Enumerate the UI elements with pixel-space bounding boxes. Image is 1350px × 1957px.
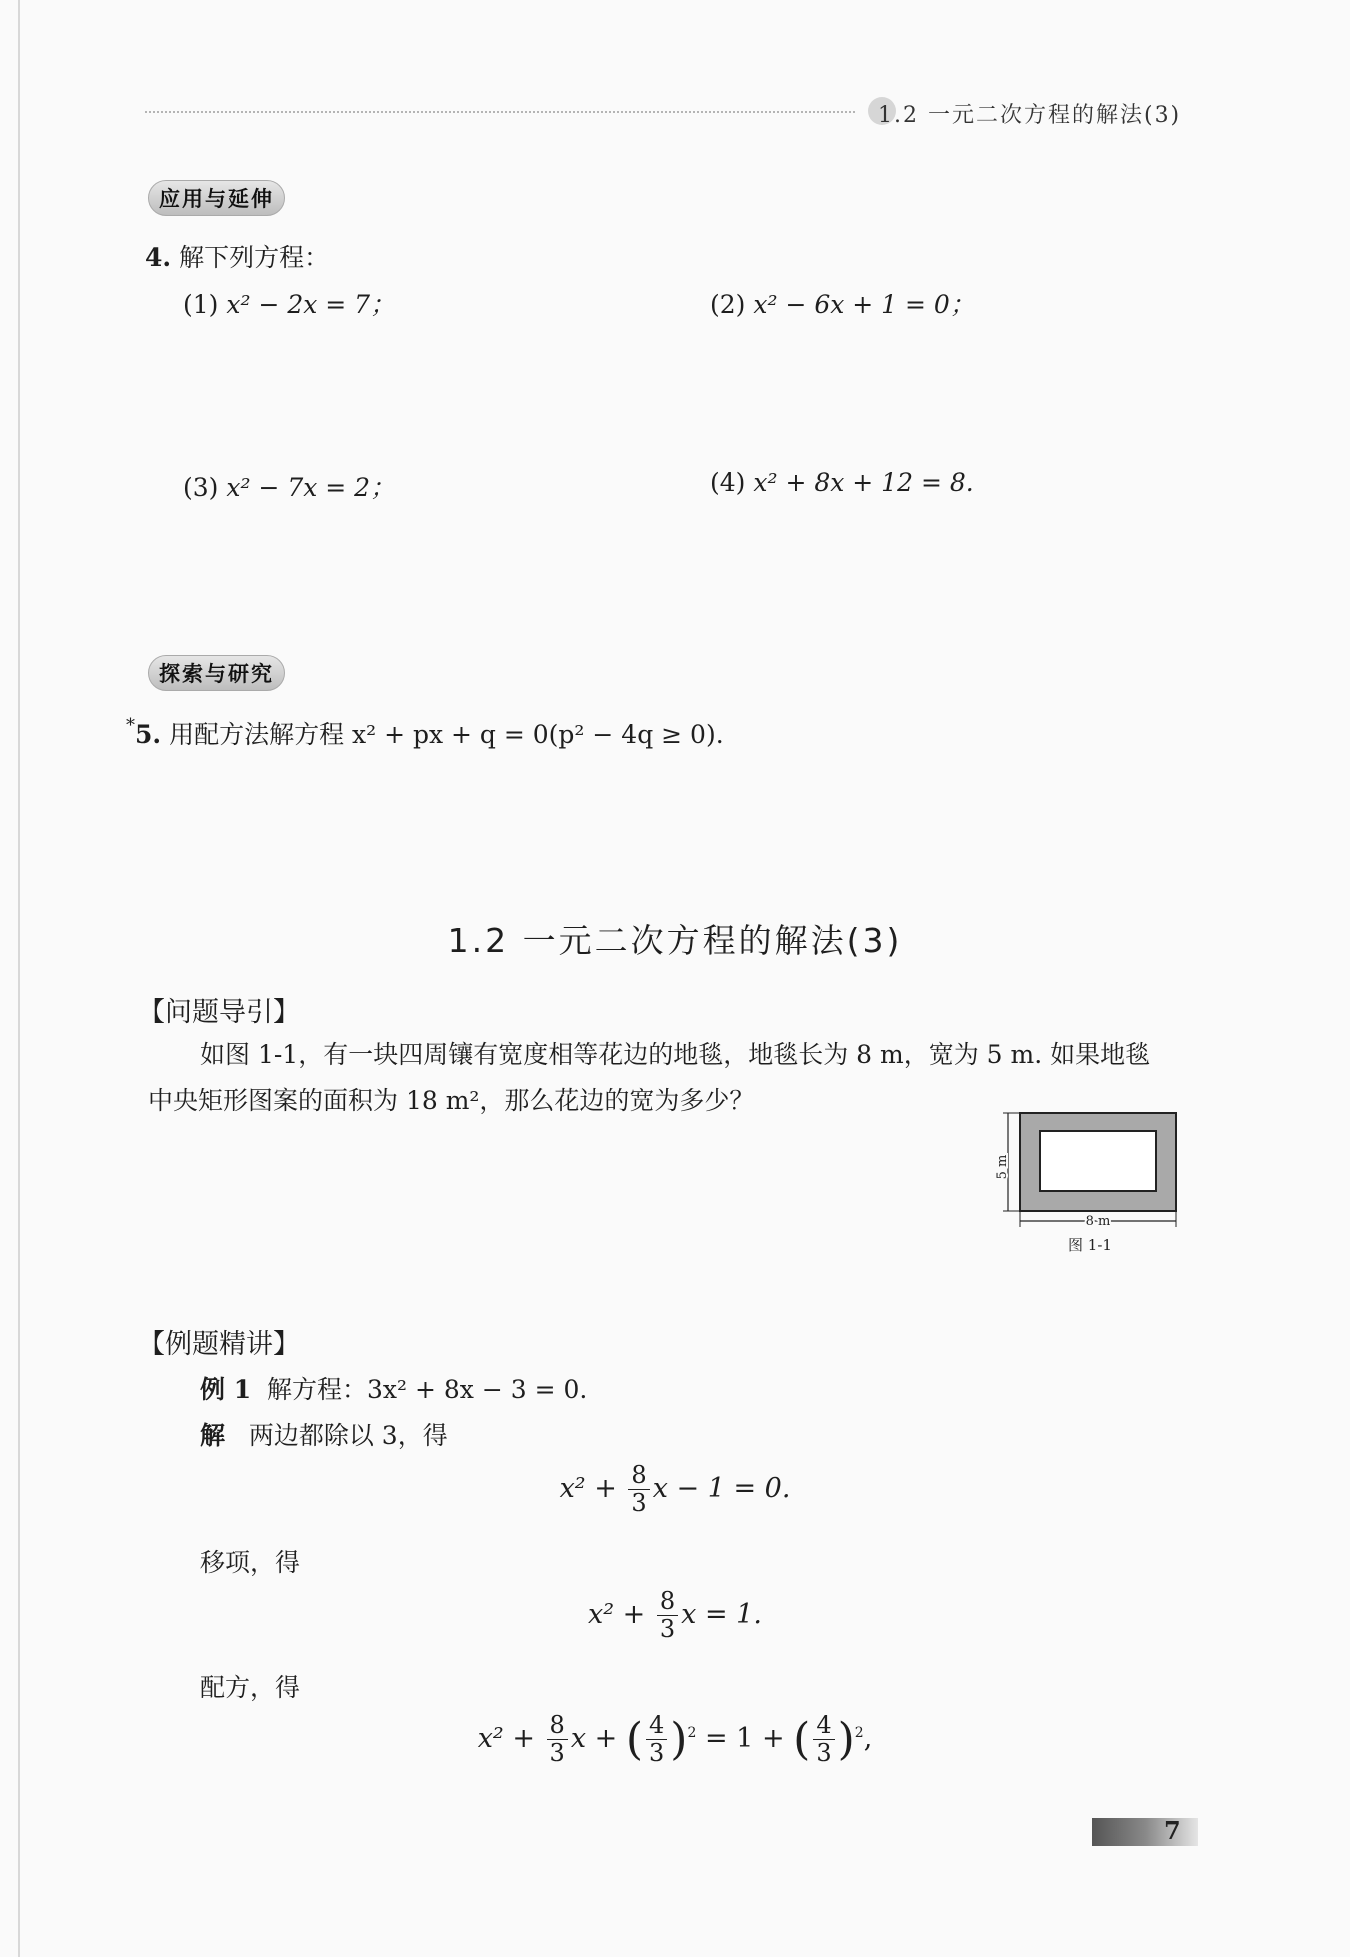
q4-part-4: (4) x² + 8x + 12 = 8. xyxy=(710,468,974,497)
q4-part-2: (2) x² − 6x + 1 = 0； xyxy=(710,290,975,319)
section-tag-explore: 探索与研究 xyxy=(148,655,285,691)
move-terms-text: 移项，得 xyxy=(200,1548,301,1577)
page-number: 7 xyxy=(1164,1816,1181,1845)
lesson-title: 1.2 一元二次方程的解法(3) xyxy=(447,921,903,960)
width-label: 8 m xyxy=(1085,1214,1111,1229)
carpet-inner-pattern xyxy=(1040,1131,1156,1191)
q4-part-3: (3) x² − 7x = 2； xyxy=(183,473,396,502)
page-edge xyxy=(18,0,20,1957)
figure-carpet-diagram xyxy=(995,1105,1188,1260)
example-1: 例 1 解方程：3x² + 8x − 3 = 0. xyxy=(200,1375,588,1404)
question-5: *5. 用配方法解方程 x² + px + q = 0(p² − 4q ≥ 0). xyxy=(126,715,724,749)
solution-intro: 解 两边都除以 3，得 xyxy=(200,1421,448,1450)
examples-heading: 【例题精讲】 xyxy=(138,1329,300,1360)
equation-step-1: x² + $\frac{8}{3}$ x − 1 = 0. xyxy=(559,1461,791,1517)
equation-step-2: x² + $\frac{8}{3}$ x = 1. xyxy=(588,1587,762,1643)
figure-caption: 图 1-1 xyxy=(1068,1236,1112,1254)
equation-step-3: x² + $\frac{8}{3}$ x + ( $\frac{4}{3}$ )$^2$ = 1 + ( $\frac{4}{3}$ )$^2$, xyxy=(477,1711,873,1767)
q4-part-1: (1) x² − 2x = 7； xyxy=(183,290,396,319)
header-dotted-rule xyxy=(145,111,855,113)
question-4-prompt: 4. 解下列方程： xyxy=(145,243,330,272)
complete-square-text: 配方，得 xyxy=(200,1673,301,1702)
guide-heading: 【问题导引】 xyxy=(138,997,300,1028)
page-number-bar xyxy=(1092,1818,1198,1846)
section-tag-apply: 应用与延伸 xyxy=(148,180,285,216)
running-header: 1.2 一元二次方程的解法(3) xyxy=(878,103,1182,128)
height-label: 5 m xyxy=(995,1154,1010,1180)
guide-line-1: 如图 1-1，有一块四周镶有宽度相等花边的地毯，地毯长为 8 m，宽为 5 m. 如果地毯 xyxy=(200,1040,1151,1069)
guide-line-2: 中央矩形图案的面积为 18 m²，那么花边的宽为多少？ xyxy=(148,1086,755,1115)
